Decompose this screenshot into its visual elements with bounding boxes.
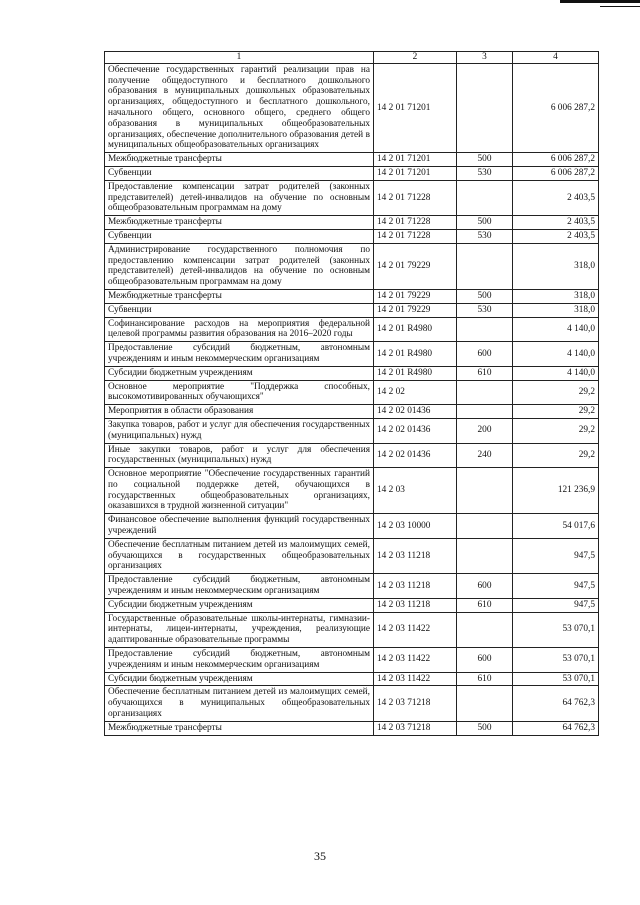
expense-type-code bbox=[457, 63, 513, 152]
row-name: Основное мероприятие "Поддержка способных, высокомотивированных обучающихся" bbox=[105, 380, 374, 405]
expense-type-code: 200 bbox=[457, 418, 513, 443]
table-row bbox=[105, 317, 599, 342]
target-article-code: 14 2 03 bbox=[374, 468, 457, 514]
amount: 2 403,5 bbox=[513, 180, 599, 215]
table-row bbox=[105, 612, 599, 647]
column-header-1: 1 bbox=[105, 52, 374, 64]
row-name: Финансовое обеспечение выполнения функций государственных учреждений bbox=[105, 514, 374, 539]
target-article-code: 14 2 01 79229 bbox=[374, 303, 457, 317]
table-row bbox=[105, 229, 599, 243]
expense-type-code bbox=[457, 468, 513, 514]
target-article-code: 14 2 01 79229 bbox=[374, 289, 457, 303]
target-article-code: 14 2 03 11218 bbox=[374, 538, 457, 573]
column-header-3: 3 bbox=[457, 52, 513, 64]
amount: 2 403,5 bbox=[513, 216, 599, 230]
expense-type-code bbox=[457, 538, 513, 573]
table-row bbox=[105, 574, 599, 599]
target-article-code: 14 2 01 71228 bbox=[374, 180, 457, 215]
table-row bbox=[105, 366, 599, 380]
table-row bbox=[105, 443, 599, 468]
target-article-code: 14 2 03 11218 bbox=[374, 598, 457, 612]
row-name: Межбюджетные трансферты bbox=[105, 216, 374, 230]
amount: 54 017,6 bbox=[513, 514, 599, 539]
table-row bbox=[105, 180, 599, 215]
table-row bbox=[105, 63, 599, 152]
amount: 29,2 bbox=[513, 443, 599, 468]
amount: 6 006 287,2 bbox=[513, 153, 599, 167]
amount: 121 236,9 bbox=[513, 468, 599, 514]
target-article-code: 14 2 02 01436 bbox=[374, 443, 457, 468]
expense-type-code bbox=[457, 380, 513, 405]
row-name: Межбюджетные трансферты bbox=[105, 289, 374, 303]
budget-table bbox=[104, 51, 599, 736]
target-article-code: 14 2 01 R4980 bbox=[374, 342, 457, 367]
expense-type-code bbox=[457, 317, 513, 342]
row-name: Субвенции bbox=[105, 229, 374, 243]
target-article-code: 14 2 01 71228 bbox=[374, 229, 457, 243]
target-article-code: 14 2 01 79229 bbox=[374, 243, 457, 289]
target-article-code: 14 2 03 71218 bbox=[374, 721, 457, 735]
target-article-code: 14 2 03 11422 bbox=[374, 672, 457, 686]
row-name: Субвенции bbox=[105, 166, 374, 180]
expense-type-code: 610 bbox=[457, 672, 513, 686]
table-row bbox=[105, 303, 599, 317]
expense-type-code: 600 bbox=[457, 574, 513, 599]
expense-type-code: 600 bbox=[457, 342, 513, 367]
table-row bbox=[105, 380, 599, 405]
target-article-code: 14 2 01 R4980 bbox=[374, 317, 457, 342]
table-row bbox=[105, 418, 599, 443]
table-row bbox=[105, 216, 599, 230]
expense-type-code: 500 bbox=[457, 153, 513, 167]
amount: 29,2 bbox=[513, 380, 599, 405]
table-row bbox=[105, 721, 599, 735]
expense-type-code bbox=[457, 243, 513, 289]
target-article-code: 14 2 02 bbox=[374, 380, 457, 405]
top-border-line-thin bbox=[600, 6, 640, 7]
amount: 318,0 bbox=[513, 303, 599, 317]
amount: 53 070,1 bbox=[513, 672, 599, 686]
row-name: Предоставление субсидий бюджетным, автономным учреждениям и иным некоммерческим организациям bbox=[105, 342, 374, 367]
target-article-code: 14 2 02 01436 bbox=[374, 418, 457, 443]
row-name: Обеспечение государственных гарантий реализации прав на получение общедоступного и бесплатного дошкольного образования в муниципальных дошкольных образовательных организациях, общедоступного и бесплатного дошкольного, начального общего, основного общего, среднего общего образования в муниципальных общеобразовательных организациях, обеспечение дополнительного образования детей в муниципальных общеобразовательных организациях bbox=[105, 63, 374, 152]
amount: 947,5 bbox=[513, 574, 599, 599]
target-article-code: 14 2 02 01436 bbox=[374, 405, 457, 419]
amount: 2 403,5 bbox=[513, 229, 599, 243]
row-name: Субвенции bbox=[105, 303, 374, 317]
row-name: Субсидии бюджетным учреждениям bbox=[105, 366, 374, 380]
amount: 318,0 bbox=[513, 243, 599, 289]
column-number-row bbox=[105, 52, 599, 64]
row-name: Межбюджетные трансферты bbox=[105, 153, 374, 167]
expense-type-code: 530 bbox=[457, 166, 513, 180]
target-article-code: 14 2 01 R4980 bbox=[374, 366, 457, 380]
row-name: Иные закупки товаров, работ и услуг для обеспечения государственных (муниципальных) нужд bbox=[105, 443, 374, 468]
table-body bbox=[105, 63, 599, 735]
table-row bbox=[105, 405, 599, 419]
table-row bbox=[105, 672, 599, 686]
row-name: Мероприятия в области образования bbox=[105, 405, 374, 419]
row-name: Государственные образовательные школы-интернаты, гимназии-интернаты, лицеи-интернаты, учреждения, реализующие адаптированные образовательные программы bbox=[105, 612, 374, 647]
expense-type-code: 530 bbox=[457, 229, 513, 243]
table-row bbox=[105, 166, 599, 180]
target-article-code: 14 2 03 11218 bbox=[374, 574, 457, 599]
expense-type-code bbox=[457, 180, 513, 215]
amount: 6 006 287,2 bbox=[513, 166, 599, 180]
amount: 318,0 bbox=[513, 289, 599, 303]
expense-type-code: 500 bbox=[457, 216, 513, 230]
page-number: 35 bbox=[314, 849, 326, 863]
target-article-code: 14 2 01 71228 bbox=[374, 216, 457, 230]
row-name: Субсидии бюджетным учреждениям bbox=[105, 672, 374, 686]
table-row bbox=[105, 598, 599, 612]
target-article-code: 14 2 03 71218 bbox=[374, 686, 457, 721]
expense-type-code: 600 bbox=[457, 648, 513, 673]
target-article-code: 14 2 03 10000 bbox=[374, 514, 457, 539]
row-name: Предоставление субсидий бюджетным, автономным учреждениям и иным некоммерческим организациям bbox=[105, 648, 374, 673]
row-name: Предоставление компенсации затрат родителей (законных представителей) детей-инвалидов на обучение по основным общеобразовательным программам на дому bbox=[105, 180, 374, 215]
row-name: Предоставление субсидий бюджетным, автономным учреждениям и иным некоммерческим организациям bbox=[105, 574, 374, 599]
amount: 4 140,0 bbox=[513, 317, 599, 342]
row-name: Межбюджетные трансферты bbox=[105, 721, 374, 735]
row-name: Обеспечение бесплатным питанием детей из малоимущих семей, обучающихся в муниципальных общеобразовательных организациях bbox=[105, 686, 374, 721]
target-article-code: 14 2 03 11422 bbox=[374, 648, 457, 673]
amount: 6 006 287,2 bbox=[513, 63, 599, 152]
table-row bbox=[105, 514, 599, 539]
expense-type-code bbox=[457, 686, 513, 721]
amount: 53 070,1 bbox=[513, 612, 599, 647]
expense-type-code bbox=[457, 405, 513, 419]
row-name: Основное мероприятие "Обеспечение государственных гарантий по социальной поддержке детей, обучающихся в государственных общеобразовательных организациях, оказавшихся в трудной жизненной ситуации" bbox=[105, 468, 374, 514]
expense-type-code bbox=[457, 612, 513, 647]
amount: 4 140,0 bbox=[513, 342, 599, 367]
table-row bbox=[105, 468, 599, 514]
column-header-2: 2 bbox=[374, 52, 457, 64]
amount: 64 762,3 bbox=[513, 721, 599, 735]
amount: 29,2 bbox=[513, 405, 599, 419]
expense-type-code: 240 bbox=[457, 443, 513, 468]
expense-type-code: 610 bbox=[457, 366, 513, 380]
table-row bbox=[105, 342, 599, 367]
row-name: Софинансирование расходов на мероприятия федеральной целевой программы развития образования на 2016–2020 годы bbox=[105, 317, 374, 342]
expense-type-code bbox=[457, 514, 513, 539]
table-row bbox=[105, 538, 599, 573]
target-article-code: 14 2 01 71201 bbox=[374, 63, 457, 152]
table-row bbox=[105, 648, 599, 673]
row-name: Администрирование государственного полномочия по предоставлению компенсации затрат родителей (законных представителей) детей-инвалидов на обучение по основным общеобразовательным программам на дому bbox=[105, 243, 374, 289]
target-article-code: 14 2 01 71201 bbox=[374, 153, 457, 167]
expense-type-code: 500 bbox=[457, 289, 513, 303]
amount: 64 762,3 bbox=[513, 686, 599, 721]
table-row bbox=[105, 243, 599, 289]
amount: 947,5 bbox=[513, 538, 599, 573]
amount: 53 070,1 bbox=[513, 648, 599, 673]
table-row bbox=[105, 153, 599, 167]
amount: 29,2 bbox=[513, 418, 599, 443]
expense-type-code: 530 bbox=[457, 303, 513, 317]
amount: 4 140,0 bbox=[513, 366, 599, 380]
amount: 947,5 bbox=[513, 598, 599, 612]
table-row bbox=[105, 686, 599, 721]
row-name: Закупка товаров, работ и услуг для обеспечения государственных (муниципальных) нужд bbox=[105, 418, 374, 443]
table-row bbox=[105, 289, 599, 303]
row-name: Субсидии бюджетным учреждениям bbox=[105, 598, 374, 612]
row-name: Обеспечение бесплатным питанием детей из малоимущих семей, обучающихся в государственных общеобразовательных организациях bbox=[105, 538, 374, 573]
top-border-line bbox=[560, 0, 640, 3]
column-header-4: 4 bbox=[513, 52, 599, 64]
expense-type-code: 500 bbox=[457, 721, 513, 735]
target-article-code: 14 2 01 71201 bbox=[374, 166, 457, 180]
expense-type-code: 610 bbox=[457, 598, 513, 612]
target-article-code: 14 2 03 11422 bbox=[374, 612, 457, 647]
